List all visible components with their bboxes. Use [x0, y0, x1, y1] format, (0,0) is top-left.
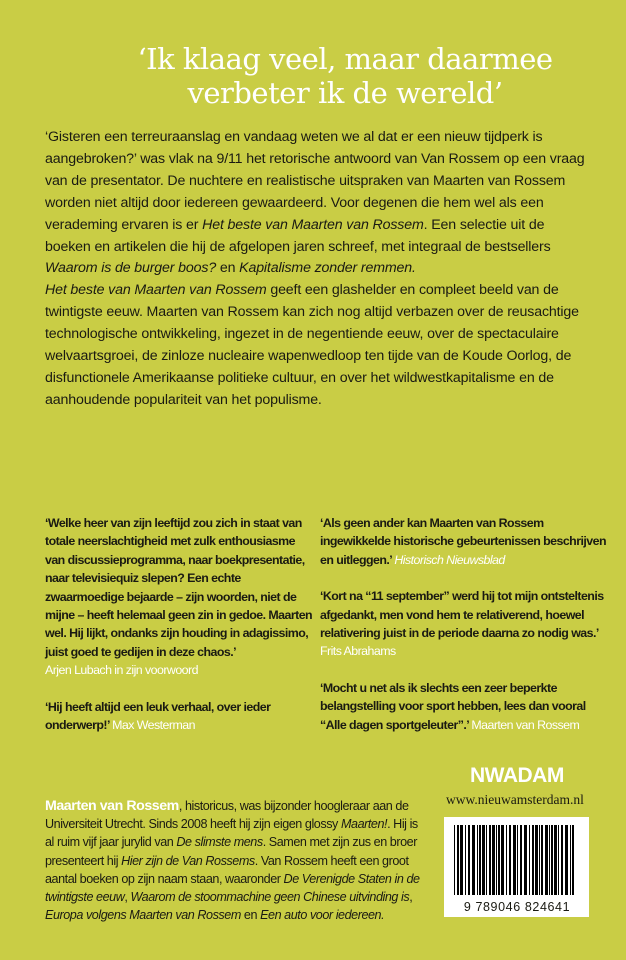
barcode-bar [465, 825, 466, 895]
title: Hier zijn de Van Rossems [121, 853, 255, 868]
quote-text: ‘Hij heeft altijd een leuk verhaal, over ieder onderwerp!’ [45, 699, 271, 733]
barcode-bar [492, 825, 495, 895]
text: ‘Gisteren een terreuraanslag en vandaag weten we al dat er een nieuw tijdperk is aangebroken?’ was vlak na 9/11 het retorische antwoord van Van Rossem op een vraag van de presentator. De nuchtere en realistische uitspraken van Maarten van Rossem worden niet altijd door iedereen gewaardeerd. Voor degenen die hem wel als een verademing ervaren is er [45, 129, 585, 233]
barcode-bar [529, 825, 530, 895]
barcode-bars [454, 825, 578, 895]
barcode-bar [549, 825, 550, 895]
quote-source: Frits Abrahams [320, 644, 396, 659]
barcode-bar [496, 825, 497, 895]
barcode-bar [517, 825, 518, 895]
barcode-bar [498, 825, 500, 895]
quote-text: ‘Kort na “11 september” werd hij tot mijn ontsteltenis afgedankt, men vond hem te relativerend, hoewel relativering juist in de periode daarna zo nodig was.’ [320, 589, 604, 641]
headline-line-1: ‘Ik klaag veel, maar daarmee [137, 42, 553, 76]
barcode-bar [554, 825, 557, 895]
barcode-bar [572, 825, 574, 895]
blurb-paragraph-1 [45, 127, 590, 280]
barcode-bar [513, 825, 516, 895]
quotes-right-column [320, 514, 610, 752]
barcode-bar [509, 825, 511, 895]
quotes-left-column [45, 514, 315, 752]
barcode-bar [486, 825, 487, 895]
title: Maarten! [340, 817, 388, 832]
barcode-bar [468, 825, 470, 895]
quote [45, 514, 315, 680]
text: . Samen met zijn zus en broer presenteert hij [45, 835, 417, 868]
publisher-logo: NWADAM [470, 764, 564, 787]
barcode-bar [524, 825, 527, 895]
barcode-bar [520, 825, 522, 895]
blurb [45, 127, 590, 412]
barcode-bar [489, 825, 491, 895]
barcode-bar [558, 825, 559, 895]
cover-headline [60, 42, 626, 110]
barcode-bar [479, 825, 481, 895]
barcode-bar [561, 825, 563, 895]
title: Waarom de stoommachine geen Chinese uitvinding is [130, 890, 410, 905]
quote-text: ‘Als geen ander kan Maarten van Rossem ingewikkelde historische gebeurtenissen beschrijven en uitleggen.’ [320, 516, 606, 567]
text: , historicus, was bijzonder hoogleraar aan de Universiteit Utrecht. Sinds 2008 heeft hij zijn eigen glossy [45, 799, 409, 832]
quote [320, 514, 610, 569]
barcode-bar [472, 825, 475, 895]
barcode-bar [460, 825, 463, 895]
quote-source: Arjen Lubach in zijn voorwoord [45, 663, 198, 678]
barcode-bar [570, 825, 571, 895]
barcode-bar [535, 825, 538, 895]
text: . Hij is al ruim vijf jaar jurylid van [45, 817, 418, 850]
barcode-bar [532, 825, 534, 895]
barcode-bar [454, 825, 455, 895]
publisher-url: www.nieuwamsterdam.nl [446, 792, 584, 807]
quote [45, 698, 315, 735]
barcode-bar [506, 825, 507, 895]
barcode-bar [501, 825, 504, 895]
quote-source: Max Westerman [112, 718, 195, 733]
barcode-bar [482, 825, 485, 895]
barcode-bar [551, 825, 553, 895]
barcode-bar [539, 825, 540, 895]
book-title: Kapitalisme zonder remmen. [239, 260, 416, 277]
barcode-bar [565, 825, 568, 895]
text: . Van Rossem heeft een groot aantal boeken op zijn naam staan, waaronder [45, 853, 409, 886]
text: , [409, 890, 413, 905]
author-bio [45, 797, 425, 924]
book-title: Het beste van Maarten van Rossem [202, 216, 424, 233]
quote-source: Maarten van Rossem [471, 717, 580, 732]
text: en [216, 260, 240, 277]
title: De slimste mens [176, 835, 263, 850]
quote-source: Historisch Nieuwsblad [394, 552, 505, 567]
isbn-number: 9 789046 824641 [463, 900, 571, 914]
barcode-bar [477, 825, 478, 895]
blurb-paragraph-2 [45, 280, 590, 411]
quote-text: ‘Welke heer van zijn leeftijd zou zich in staat van totale neerslachtigheid met zulk enthousiasme van discussieprogramma, naar boekpresentatie, naar televisiequiz slepen? Een echte zwaarmoedige bejaarde – zijn woorden, niet de mijne – heeft helemaal geen zin in gedoe. Maarten wel. Hij lijkt, ondanks zijn houding in adagissimo, juist goed te gedijen in deze chaos.’ [45, 516, 313, 659]
barcode-bar [541, 825, 543, 895]
barcode-bar [457, 825, 459, 895]
title: Europa volgens Maarten van Rossem [45, 908, 241, 923]
quote [320, 679, 610, 734]
text: en [240, 908, 261, 923]
title: Een auto voor iedereen. [260, 908, 385, 923]
headline-line-2: verbeter ik de wereld’ [187, 76, 503, 110]
text: geeft een glashelder en compleet beeld van de twintigste eeuw. Maarten van Rossem kan zich nog altijd verbazen over de reusachtige technologische ontwikkeling, ingezet in de negentiende eeuw, over de spectaculaire welvaartsgroei, de zinloze nucleaire wapenwedloop ten tijde van de Koude Oorlog, de disfunctionele Amerikaanse politieke cultuur, en over het wildwestkapitalisme en de aanhoudende populariteit van het populisme. [45, 282, 579, 408]
author-name: Maarten van Rossem [45, 798, 179, 814]
book-title: Het beste van Maarten van Rossem [45, 282, 267, 299]
quote [320, 587, 610, 661]
quote-text: ‘Mocht u net als ik slechts een zeer beperkte belangstelling voor sport hebben, lees dan vooral “Alle dagen sportgeleuter”.’ [320, 680, 586, 732]
text: . Een selectie uit de boeken en artikelen die hij de afgelopen jaren schreef, met integraal de bestsellers [45, 216, 551, 255]
text: , [124, 890, 131, 905]
title: De Verenigde Staten in de twintigste eeuw [45, 871, 420, 905]
barcode-bar [545, 825, 548, 895]
isbn-barcode [444, 817, 589, 917]
book-title: Waarom is de burger boos? [45, 260, 217, 277]
